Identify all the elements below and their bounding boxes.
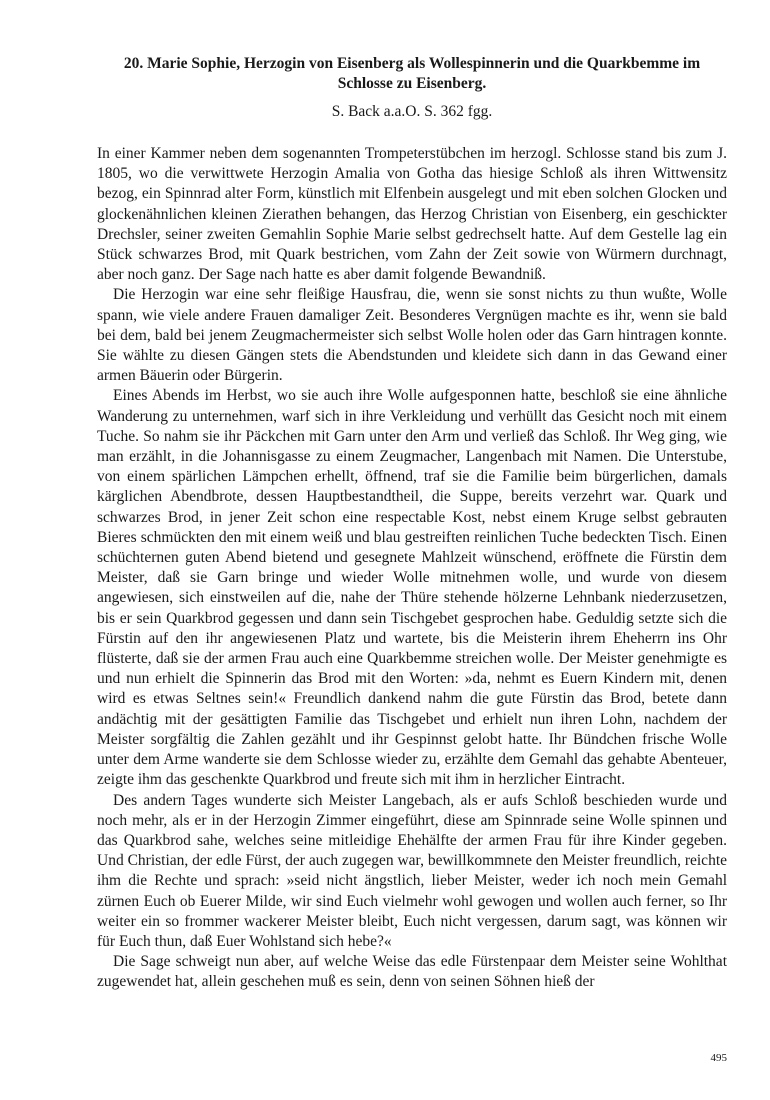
paragraph-1: In einer Kammer neben dem sogenannten Trompeterstübchen im herzogl. Schlosse stand bis zum J. 1805, wo die verwittwete Herzogin Amalia von Gotha das hiesige Schloß als ihren Wittwensitz bezog, ein Spinnrad alter Form, künstlich mit Elfenbein ausgelegt und mit eben solchen Glocken und glockenähnlichen kleinen Zierathen behangen, das Herzog Christian von Eisenberg, ein geschickter Drechsler, seiner zweiten Gemahlin Sophie Marie selbst gedrechselt hatte. Auf dem Gestelle lag ein Stück schwarzes Brod, mit Quark bestrichen, vom Zahn der Zeit sowie von Würmern durchnagt, aber noch ganz. Der Sage nach hatte es aber damit folgende Bewandniß. — [97, 145, 727, 284]
paragraph-5: Die Sage schweigt nun aber, auf welche Weise das edle Fürstenpaar dem Meister seine Wohlthat zugewendet hat, allein geschehen muß es sein, denn von seinen Söhnen hieß der — [97, 953, 727, 991]
paragraph-3: Eines Abends im Herbst, wo sie auch ihre Wolle aufgesponnen hatte, beschloß sie eine ähnliche Wanderung zu unternehmen, warf sich in ihre Verkleidung und verhüllt das Gesicht noch mit einem Tuche. So nahm sie ihr Päckchen mit Garn unter den Arm und verließ das Schloß. Ihr Weg ging, wie man erzählt, in die Johannisgasse zu einem Zeugmacher, Langenbach mit Namen. Die Unterstube, von einem spärlichen Lämpchen erhellt, öffnend, traf sie die Familie beim bürgerlichen, damals kärglichen Abendbrote, dessen Hauptbestandtheil, die Suppe, bereits verzehrt war. Quark und schwarzes Brod, in jener Zeit schon eine respectable Kost, nebst einem Kruge selbst gebrauten Bieres schmückten den mit einem weiß und blau gestreiften reinlichen Tuche bedeckten Tisch. Einen schüchternen guten Abend bietend und gesegnete Mahlzeit wünschend, eröffnete die Fürstin dem Meister, daß sie Garn bringe und wieder Wolle mitnehmen wolle, und wurde von diesem angewiesen, sich einstweilen auf die, nahe der Thüre stehende hölzerne Lehnbank niederzusetzen, bis er sein Quarkbrod gegessen und dann sein Tischgebet gesprochen habe. Geduldig setzte sich die Fürstin auf den ihr angewiesenen Platz und wartete, bis die Meisterin ihrem Eheherrn ins Ohr flüsterte, daß sie der armen Frau auch eine Quarkbemme streichen wolle. Der Meister genehmigte es und nun erhielt die Spinnerin das Brod mit den Worten: »da, nehmt es Euern Kindern mit, denen wird es etwas Seltnes sein!« Freundlich dankend nahm die gute Fürstin das Brod, betete dann andächtig mit der gesättigten Familie das Tischgebet und erhielt nun ihren Lohn, nachdem der Meister sorgfältig die Zahlen gezählt und ihr Gespinnst gelobt hatte. Ihr Bündchen frische Wolle unter dem Arme wanderte sie dem Schlosse wieder zu, erzählte dem Gemahl das gehabte Abenteuer, zeigte ihm das geschenkte Quarkbrod und freute sich mit ihm in herzlicher Eintracht. — [97, 387, 727, 789]
paragraph-2: Die Herzogin war eine sehr fleißige Hausfrau, die, wenn sie sonst nichts zu thun wußte, Wolle spann, wie viele andere Frauen damaliger Zeit. Besonderes Vergnügen machte es ihr, wenn sie bald bei dem, bald bei jenem Zeugmachermeister sich selbst Wolle holen oder das Garn hintragen konnte. Sie wählte zu diesen Gängen stets die Abendstunden und kleidete sich dann in das Gewand einer armen Bäuerin oder Bürgerin. — [97, 286, 727, 385]
page-title: 20. Marie Sophie, Herzogin von Eisenberg als Wollespinnerin und die Quarkbemme im Schlosse zu Eisenberg. — [123, 55, 701, 92]
page-number: 495 — [710, 1052, 727, 1064]
source-citation: S. Back a.a.O. S. 362 fgg. — [331, 103, 493, 120]
document-page — [97, 54, 727, 993]
paragraph-4: Des andern Tages wunderte sich Meister Langebach, als er aufs Schloß beschieden wurde und noch mehr, als er in der Herzogin Zimmer eingeführt, diese am Spinnrade seine Wolle spinnen und das Quarkbrod sahe, welches seine mitleidige Ehehälfte der armen Frau für ihre Kinder gegeben. Und Christian, der edle Fürst, der auch zugegen war, bewillkommnete den Meister freundlich, reichte ihm die Rechte und sprach: »seid nicht ängstlich, lieber Meister, weder ich noch mein Gemahl zürnen Euch ob Euerer Milde, wir sind Euch vielmehr wohl gewogen und wollen auch ferner, so Ihr weiter ein so frommer wackerer Meister bleibt, Euch nicht vergessen, darum sagt, was können wir für Euch thun, daß Euer Wohlstand sich hebe?« — [97, 791, 727, 950]
